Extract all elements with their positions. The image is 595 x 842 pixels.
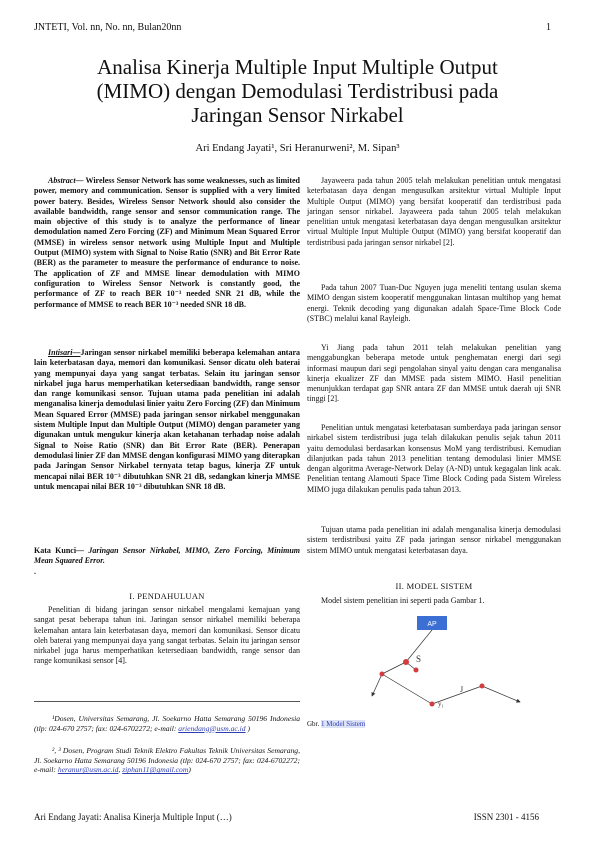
running-header: JNTETI, Vol. nn, No. nn, Bulan20nn: [34, 22, 182, 33]
link-left-out: [372, 674, 382, 696]
link-lower: [382, 674, 432, 704]
keywords-text: Jaringan Sensor Nirkabel, MIMO, Zero Forcing, Minimum Mean Squared Error.: [34, 546, 301, 566]
section-1-heading: I. PENDAHULUAN: [129, 591, 205, 601]
sensor-node-left: [380, 672, 385, 677]
intro-paragraph-1: Jayaweera pada tahun 2005 telah melakukan penelitian untuk mengatasi keterbatasan daya dengan mengusulkan arsitektur virtual Multiple Input Multiple Output (MIMO) yang bersifat kooperatif dan terdistribusi pada jaringan sensor nirkabel. Jayaweera pada tahun 2005 telah melakukan penelitian untuk mengatasi keterbatasan daya dengan mengusulkan arsitektur virtual Multiple Input Multiple Output (MIMO) yang bersifat kooperatif dan terdistribusi pada jaringan sensor nirkabel [2].: [307, 176, 561, 247]
footnote-1-text: ¹Dosen, Universitas Semarang, Jl. Soekarno Hatta Semarang 50196 Indonesia (tlp: 024-670 2757; fax: 024-6702272; e-mail:: [34, 714, 300, 733]
title-line-3: Jaringan Sensor Nirkabel: [191, 103, 404, 127]
footnote-2: [34, 746, 300, 775]
system-model-figure: [370, 612, 535, 717]
abstract-text: Wireless Sensor Network has some weaknesses, such as limited power, memory and communication. Sensor is supplied with a very limited power batery. Besides, Wireless Sensor Network should also consider the available bandwidth, range sensor and sensor communication range. The main objective of this study is to analyze the performance of linear demodulation named Zero Forcing (ZF) and Minimum Mean Squared Error (MMSE) in wireless sensor network using Multiple Input and Multiple Output (MIMO) system with Signal to Noise Ratio (SNR) and Bit Error Rate (BER) as the parameter to measure the performance of endurance to noise. The application of ZF and MMSE linear demodulation with MIMO configuration to Wireless Sensor Network is constantly good, the performance of ZF to reach BER 10⁻³ needed SNR 21 dB, while the performance of MMSE to reach BER 10⁻³ needed SNR 18 dB.: [34, 176, 300, 309]
caption-prefix: Gbr.: [307, 720, 321, 728]
footnote-2-email-link-2[interactable]: ziphan11@gmail.com: [122, 765, 189, 775]
abstract-label: Abstract—: [48, 176, 84, 185]
footnote-2-sep: ,: [118, 765, 123, 775]
sensor-node-mid: [414, 668, 419, 673]
paper-title: [40, 55, 555, 127]
figure-caption: [307, 720, 365, 728]
link-s-left: [382, 662, 406, 674]
keywords: [34, 546, 300, 577]
footnote-1-email-link[interactable]: ariendang@usm.ac.id: [178, 723, 246, 733]
ap-label: AP: [427, 621, 437, 628]
intro-paragraph-2: Pada tahun 2007 Tuan-Duc Nguyen juga meneliti tentang usulan skema MIMO dengan sistem kooperatif menggunakan lintasan multihop yang hemat energi. Teknik decoding yang digunakan adalah Space-Time Block Code (STBC) melalui kanal Rayleigh.: [307, 283, 561, 323]
intisari-label: Intisari—: [48, 348, 81, 357]
page-number: 1: [546, 22, 551, 33]
footnote-divider: [34, 701, 300, 702]
caption-link[interactable]: 1 Model Sistem: [321, 720, 366, 728]
abstract: [34, 176, 300, 310]
intro-paragraph-4: Penelitian untuk mengatasi keterbatasan sumberdaya pada jaringan sensor nirkabel sistem terdistribusi juga telah dilakukan penulis sejak tahun 2011 yaitu demodulasi berdasarkan konsensus MoM yang terdistribusi. Kemudian dilanjutkan pada tahun 2013 penelitian tentang demodulasi linier MMSE dengan algoritma Average-Network Delay (A-ND) untuk kegagalan link acak. Penelitian tentang Alamouti Space Time Block Coding pada Sistem Wireless MIMO juga dilakukan penulis pada tahun 2013.: [307, 423, 561, 494]
sensor-node-right: [480, 684, 485, 689]
footnote-1: [34, 714, 300, 733]
section-2-text: Model sistem penelitian ini seperti pada Gambar 1.: [321, 596, 485, 605]
footnote-2-end: ): [188, 765, 191, 775]
sensor-node-bottom: [430, 702, 435, 707]
footnote-2-email-link-1[interactable]: heranur@usm.ac.id: [57, 765, 119, 775]
intro-paragraph-5: Tujuan utama pada penelitian ini adalah menganalisa kinerja demodulasi sistem terdistribusi yaitu ZF pada jaringan sensor nirkabel menggunakan sistem MIMO untuk mengatasi keterbatasan daya.: [307, 525, 561, 555]
keywords-dot: .: [34, 566, 36, 576]
s-label: S: [416, 654, 422, 664]
title-line-2: (MIMO) dengan Demodulasi Terdistribusi pada: [96, 79, 499, 103]
j-label: J: [460, 685, 464, 694]
title-line-1: Analisa Kinerja Multiple Input Multiple Output: [97, 55, 498, 79]
sensor-node-s: [403, 659, 409, 665]
y-label: y₁: [438, 700, 444, 708]
footnote-2-text: ², ³ Dosen, Program Studi Teknik Elektro Fakultas Teknik Universitas Semarang, Jl. Soekarno Hatta Semarang 50196 Indonesia (tlp: 024-670 2757; fax: 024-6702272; e-mail:: [34, 746, 300, 775]
intro-paragraph-3: Yi Jiang pada tahun 2011 telah melakukan penelitian yang menggabungkan beberapa metode untuk penghematan energi dari segi informasi maupun dari segi pengolahan sinyal yaitu dengan cara menganalisa kinerja ekualizer ZF dan MMSE pada sistem MIMO. Hasil penelitian menunjukkan terdapat gap SNR antara ZF dan MMSE untuk daerah uji SNR tinggi [2].: [307, 343, 561, 404]
footer-issn: ISSN 2301 - 4156: [473, 812, 539, 822]
section-2-heading: II. MODEL SISTEM: [395, 581, 473, 591]
intisari: [34, 348, 300, 492]
footer-left: Ari Endang Jayati: Analisa Kinerja Multiple Input (…): [34, 812, 232, 822]
link-right-out: [482, 686, 520, 702]
footnote-1-end: ): [245, 723, 251, 733]
intisari-text: Jaringan sensor nirkabel memiliki beberapa kelemahan antara lain keterbatasan daya, memori dan komunikasi. Sensor dicatu oleh baterai yang mempunyai daya yang sangat terbatas. Selain itu jaringan sensor nirkabel juga harus memperhatikan ketersediaan bandwidth, range sensor dan range komunikasi sensor. Tujuan utama pada penelitian ini adalah menganalisa kinerja demodulasi linier yaitu Zero Forcing (ZF) dan Minimum Mean Squared Error (MMSE) pada jaringan sensor nirkabel menggunakan sistem Multiple Input dan Multiple Output (MIMO) dengan parameter yang digunakan untuk mengukur kinerja akan ketahanan terhadap noise adalah Signal to Noise Ratio (SNR) dan Bit Error Rate (BER). Penerapan demodulasi linier ZF dan MMSE dengan konfigurasi MIMO yang diterapkan pada Jaringan Sensor Nirkabel ternyata tetap bagus, kinerja ZF untuk mencapai nilai BER 10⁻³ dibutuhkan SNR 21 dB, sedangkan kinerja MMSE untuk mencapai nilai BER 10⁻³ dibutuhkan SNR 18 dB.: [34, 348, 300, 491]
authors: Ari Endang Jayati¹, Sri Heranurweni², M. Sipan³: [195, 143, 400, 154]
section-1-text: Penelitian di bidang jaringan sensor nirkabel mengalami kemajuan yang sangat pesat beberapa tahun ini. Jaringan sensor nirkabel memiliki beberapa kelemahan antara lain keterbatasan daya, memori dan komunikasi. Sensor dicatu oleh baterai yang mempunyai daya yang sangat terbatas. Selain itu jaringan sensor nirkabel juga harus memperhatikan ketersediaan bandwidth, range sensor dan range komunikasi sensor [4].: [34, 605, 300, 666]
keywords-label: Kata Kunci—: [34, 546, 85, 555]
